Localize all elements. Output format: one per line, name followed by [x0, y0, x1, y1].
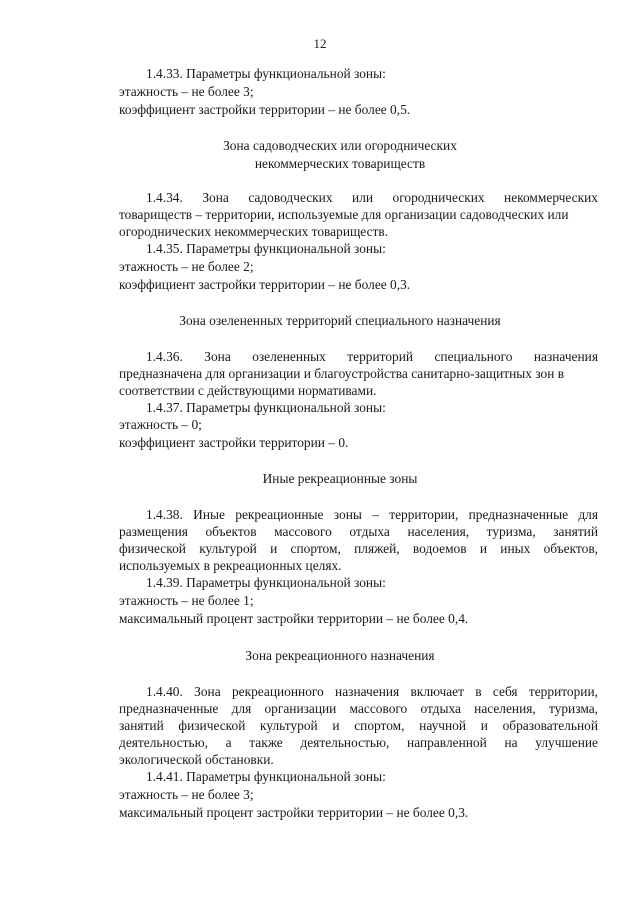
paragraph-line: предназначена для организации и благоустройства санитарно-защитных зон в [119, 366, 565, 381]
paragraph-line: предназначенные для организации массового отдыха населения, туризма, [119, 701, 598, 716]
paragraph-line: максимальный процент застройки территории – не более 0,4. [119, 611, 469, 626]
paragraph-line: товариществ – территории, используемые для организации садоводческих или [119, 207, 569, 222]
paragraph-line: 1.4.33. Параметры функциональной зоны: [146, 66, 386, 81]
paragraph-line: 1.4.37. Параметры функциональной зоны: [146, 400, 386, 415]
section-heading: Иные рекреационные зоны [262, 471, 418, 486]
paragraph-line: этажность – не более 1; [119, 593, 254, 608]
section-heading: Зона садоводческих или огороднических [223, 138, 457, 153]
paragraph-line: 1.4.36. Зона озелененных территорий специального назначения [146, 349, 598, 364]
paragraph-line: этажность – не более 3; [119, 787, 254, 802]
paragraph-line: соответствии с действующими нормативами. [119, 383, 377, 398]
paragraph-line: деятельностью, а также деятельностью, направленной на улучшение [119, 735, 598, 750]
section-heading: Зона озелененных территорий специального назначения [179, 313, 501, 328]
paragraph-line: 1.4.39. Параметры функциональной зоны: [146, 575, 386, 590]
paragraph-line: 1.4.35. Параметры функциональной зоны: [146, 241, 386, 256]
paragraph-line: этажность – не более 3; [119, 84, 254, 99]
paragraph-line: этажность – 0; [119, 417, 202, 432]
paragraph-line: экологической обстановки. [119, 752, 274, 767]
section-heading: Зона рекреационного назначения [245, 648, 435, 663]
paragraph-line: занятий физической культурой и спортом, научной и образовательной [119, 718, 598, 733]
paragraph-line: коэффициент застройки территории – не более 0,5. [119, 102, 411, 117]
paragraph-line: максимальный процент застройки территории – не более 0,3. [119, 805, 469, 820]
paragraph-line: 1.4.41. Параметры функциональной зоны: [146, 769, 386, 784]
paragraph-line: 1.4.34. Зона садоводческих или огороднических некоммерческих [146, 190, 598, 205]
paragraph-line: огороднических некоммерческих товариществ. [119, 224, 389, 239]
paragraph-line: используемых в рекреационных целях. [119, 558, 342, 573]
section-heading: некоммерческих товариществ [254, 156, 426, 171]
paragraph-line: 1.4.40. Зона рекреационного назначения включает в себя территории, [146, 684, 598, 699]
paragraph-line: размещения объектов массового отдыха населения, туризма, занятий [119, 524, 598, 539]
paragraph-line: физической культурой и спортом, пляжей, водоемов и иных объектов, [119, 541, 598, 556]
paragraph-line: коэффициент застройки территории – не более 0,3. [119, 277, 411, 292]
paragraph-line: 1.4.38. Иные рекреационные зоны – территории, предназначенные для [146, 507, 598, 522]
paragraph-line: этажность – не более 2; [119, 259, 254, 274]
page-number: 12 [313, 36, 327, 51]
paragraph-line: коэффициент застройки территории – 0. [119, 435, 349, 450]
